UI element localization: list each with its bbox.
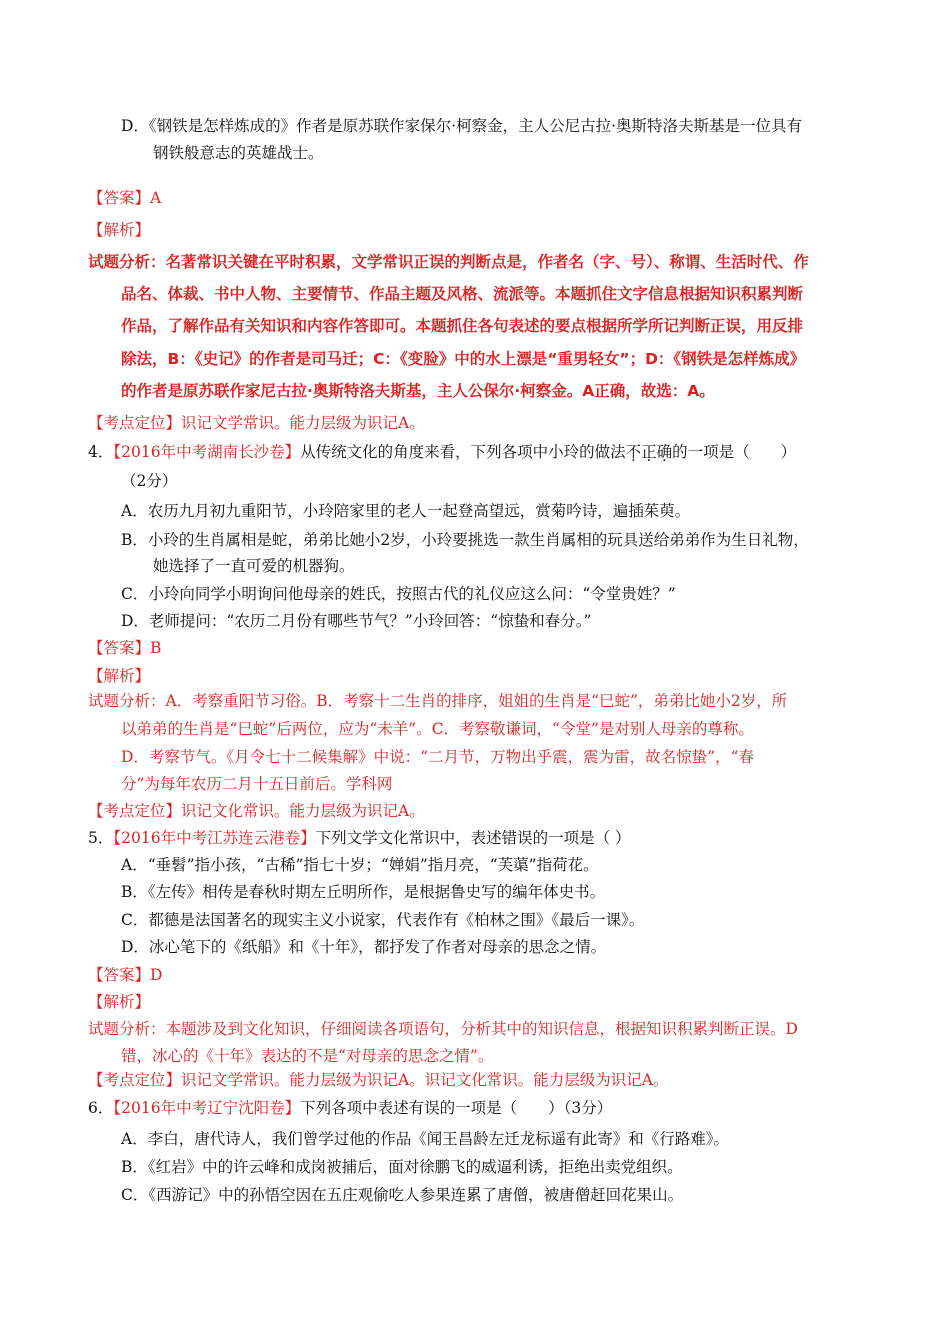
q5-answer: 【答案】D xyxy=(88,966,163,984)
q3-analysis-line: 的作者是原苏联作家尼古拉·奥斯特洛夫斯基，主人公保尔·柯察金。A正确，故选：A。 xyxy=(121,382,715,400)
q3-analysis-line: 试题分析：名著常识关键在平时积累，文学常识正误的判断点是，作者名（字、号）、称谓、生活时代、作 xyxy=(88,253,809,271)
q3-answer: 【答案】A xyxy=(88,189,162,207)
q5-analysis-line: 试题分析：本题涉及到文化知识，仔细阅读各项语句，分析其中的知识信息，根据知识积累判断正误。D xyxy=(88,1020,798,1038)
q6-option-b: B．《红岩》中的许云峰和成岗被捕后，面对徐鹏飞的威逼利诱，拒绝出卖党组织。 xyxy=(121,1158,683,1176)
q3-analysis-line: 作品，了解作品有关知识和内容作答即可。本题抓住各句表述的要点根据所学所记判断正误，用反排 xyxy=(121,317,804,335)
q4-analysis-line: 试题分析：A．考察重阳节习俗。B．考察十二生肖的排序，姐姐的生肖是“巳蛇”，弟弟比她小2岁，所 xyxy=(88,692,788,710)
emphasis-char: 正 xyxy=(641,443,657,461)
q6-option-a: A．李白，唐代诗人，我们曾学过他的作品《闻王昌龄左迁龙标遥有此寄》和《行路难》。 xyxy=(121,1130,729,1148)
q5-option-c: C．都德是法国著名的现实主义小说家，代表作有《柏林之围》《最后一课》。 xyxy=(121,911,645,929)
question-number: 6． xyxy=(88,1099,114,1117)
question-number: 4． xyxy=(88,443,114,461)
q4-analysis-line: D．考察节气。《月令七十二候集解》中说：“二月节，万物出乎震，震为雷，故名惊蛰”，“春 xyxy=(121,748,754,766)
q3-kaodian: 【考点定位】识记文学常识。能力层级为识记A。 xyxy=(88,414,425,432)
q4-analysis-label: 【解析】 xyxy=(88,667,151,685)
q4-kaodian: 【考点定位】识记文化常识。能力层级为识记A。 xyxy=(88,802,425,820)
q4-stem: 4．【2016年中考湖南长沙卷】从传统文化的角度来看，下列各项中小玲的做法不正确的一项是（ ） xyxy=(88,443,797,461)
question-source: 【2016年中考湖南长沙卷】 xyxy=(113,443,301,461)
q5-option-b: B．《左传》相传是春秋时期左丘明所作，是根据鲁史写的编年体史书。 xyxy=(121,883,606,901)
q5-stem: 5．【2016年中考江苏连云港卷】下列文学文化常识中，表述错误的一项是（ ） xyxy=(88,829,631,847)
q3-analysis-line: 品名、体裁、书中人物、主要情节、作品主题及风格、流派等。本题抓住文字信息根据知识积累判断 xyxy=(121,285,804,303)
emphasis-char: 确 xyxy=(656,443,673,461)
q4-option-d: D．老师提问：“农历二月份有哪些节气？”小玲回答：“惊蛰和春分。” xyxy=(121,612,592,630)
q6-stem: 6．【2016年中考辽宁沈阳卷】下列各项中表述有误的一项是（ ）（3分） xyxy=(88,1099,613,1117)
q4-analysis-line: 以弟弟的生肖是“巳蛇”后两位，应为“未羊”。C．考察敬谦词，“令堂”是对别人母亲的尊称。 xyxy=(121,720,754,738)
q5-option-d: D．冰心笔下的《纸船》和《十年》，都抒发了作者对母亲的思念之情。 xyxy=(121,938,607,956)
q4-analysis-line: 分”为每年农历二月十五日前后。学科网 xyxy=(121,775,393,793)
q5-option-a: A．“垂髫”指小孩，“古稀”指七十岁；“婵娟”指月亮，“芙蕖”指荷花。 xyxy=(121,856,599,874)
q4-option-b-line2: 她选择了一直可爱的机器狗。 xyxy=(153,557,355,575)
q6-option-c: C．《西游记》中的孙悟空因在五庄观偷吃人参果连累了唐僧，被唐僧赶回花果山。 xyxy=(121,1186,684,1204)
question-source: 【2016年中考江苏连云港卷】 xyxy=(113,829,316,847)
q4-option-b-line1: B．小玲的生肖属相是蛇，弟弟比她小2岁，小玲要挑选一款生肖属相的玩具送给弟弟作为生日礼物， xyxy=(121,531,809,549)
q5-analysis-line: 错，冰心的《十年》表达的不是“对母亲的思念之情”。 xyxy=(121,1047,494,1065)
q4-answer: 【答案】B xyxy=(88,639,162,657)
question-source: 【2016年中考辽宁沈阳卷】 xyxy=(113,1099,301,1117)
q4-score: （2分） xyxy=(121,472,178,490)
q3-option-d-line1: D．《钢铁是怎样炼成的》作者是原苏联作家保尔·柯察金，主人公尼古拉·奥斯特洛夫斯基是一位具有 xyxy=(121,117,803,135)
q5-analysis-label: 【解析】 xyxy=(88,993,151,1011)
emphasis-char: 不 xyxy=(625,443,642,461)
q3-analysis-line: 除法，B：《史记》的作者是司马迁；C：《变脸》中的水上漂是“重男轻女”；D：《钢铁是怎样炼成》 xyxy=(121,350,806,368)
question-number: 5． xyxy=(88,829,114,847)
q3-analysis-label: 【解析】 xyxy=(88,221,151,239)
q5-kaodian: 【考点定位】识记文学常识。能力层级为识记A。识记文化常识。能力层级为识记A。 xyxy=(88,1071,669,1089)
q4-option-a: A．农历九月初九重阳节，小玲陪家里的老人一起登高望远，赏菊吟诗，遍插茱萸。 xyxy=(121,502,691,520)
q4-option-c: C．小玲向同学小明询问他母亲的姓氏，按照古代的礼仪应这么问：“令堂贵姓？” xyxy=(121,585,676,603)
q3-option-d-line2: 钢铁般意志的英雄战士。 xyxy=(153,144,324,162)
